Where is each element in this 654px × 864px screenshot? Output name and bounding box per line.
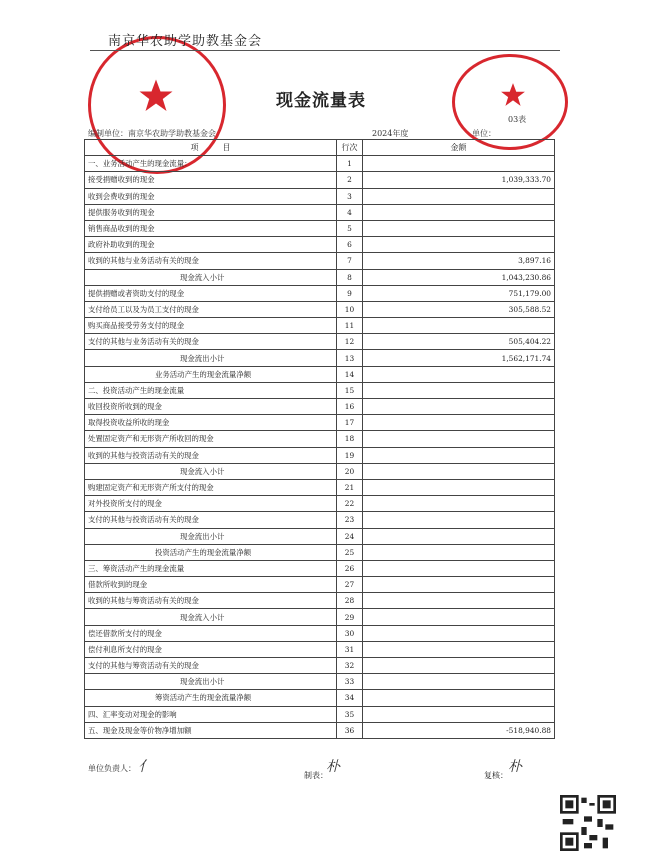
row-amount [363, 318, 555, 334]
row-amount [363, 690, 555, 706]
row-amount [363, 528, 555, 544]
row-amount [363, 431, 555, 447]
table-body [85, 156, 555, 739]
table-row [85, 318, 555, 334]
table-row [85, 188, 555, 204]
row-amount [363, 496, 555, 512]
row-item: 偿还借款所支付的现金 [85, 625, 337, 641]
row-line-no: 15 [337, 382, 363, 398]
table-row [85, 479, 555, 495]
table-row [85, 204, 555, 220]
row-item: 支付的其他与投资活动有关的现金 [85, 512, 337, 528]
column-header-amount: 金额 [363, 140, 555, 156]
table-row [85, 674, 555, 690]
row-line-no: 26 [337, 560, 363, 576]
row-line-no: 5 [337, 220, 363, 236]
row-amount [363, 560, 555, 576]
row-item: 收到的其他与业务活动有关的现金 [85, 253, 337, 269]
row-item: 收到的其他与投资活动有关的现金 [85, 447, 337, 463]
row-amount [363, 577, 555, 593]
row-item: 三、筹资活动产生的现金流量 [85, 560, 337, 576]
row-line-no: 34 [337, 690, 363, 706]
row-line-no: 35 [337, 706, 363, 722]
row-line-no: 14 [337, 366, 363, 382]
row-item: 一、业务活动产生的现金流量： [85, 156, 337, 172]
row-line-no: 18 [337, 431, 363, 447]
row-amount: 305,588.52 [363, 301, 555, 317]
row-line-no: 11 [337, 318, 363, 334]
row-item: 支付给员工以及为员工支付的现金 [85, 301, 337, 317]
row-amount: 3,897.16 [363, 253, 555, 269]
row-line-no: 36 [337, 722, 363, 738]
row-item: 提供捐赠或者资助支付的现金 [85, 285, 337, 301]
table-row [85, 560, 555, 576]
row-line-no: 27 [337, 577, 363, 593]
column-header-line-no: 行次 [337, 140, 363, 156]
row-line-no: 20 [337, 463, 363, 479]
row-amount [363, 220, 555, 236]
row-amount: 751,179.00 [363, 285, 555, 301]
row-item: 销售商品收到的现金 [85, 220, 337, 236]
table-header-row [85, 140, 555, 156]
row-item: 现金流入小计 [85, 269, 337, 285]
row-item: 购买商品接受劳务支付的现金 [85, 318, 337, 334]
row-amount [363, 544, 555, 560]
unit-label: 单位： [472, 129, 496, 138]
row-line-no: 1 [337, 156, 363, 172]
row-amount [363, 237, 555, 253]
row-line-no: 3 [337, 188, 363, 204]
table-row [85, 415, 555, 431]
table-row [85, 496, 555, 512]
row-amount: 1,043,230.86 [363, 269, 555, 285]
row-item: 收到的其他与筹资活动有关的现金 [85, 593, 337, 609]
table-row [85, 350, 555, 366]
preparer-signature: 朴 [326, 759, 340, 775]
table-row [85, 301, 555, 317]
row-line-no: 17 [337, 415, 363, 431]
row-line-no: 28 [337, 593, 363, 609]
table-row [85, 285, 555, 301]
row-amount [363, 593, 555, 609]
seal-star-icon [500, 82, 526, 108]
row-line-no: 4 [337, 204, 363, 220]
table-row [85, 609, 555, 625]
table-row [85, 544, 555, 560]
row-item: 收回投资所收到的现金 [85, 399, 337, 415]
qr-code-icon [560, 795, 616, 851]
table-row [85, 512, 555, 528]
row-amount [363, 479, 555, 495]
table-row [85, 172, 555, 188]
row-amount [363, 188, 555, 204]
row-line-no: 29 [337, 609, 363, 625]
row-line-no: 9 [337, 285, 363, 301]
row-line-no: 30 [337, 625, 363, 641]
row-item: 接受捐赠收到的现金 [85, 172, 337, 188]
row-amount [363, 512, 555, 528]
row-line-no: 21 [337, 479, 363, 495]
row-line-no: 6 [337, 237, 363, 253]
table-row [85, 447, 555, 463]
row-item: 二、投资活动产生的现金流量 [85, 382, 337, 398]
row-amount: -518,940.88 [363, 722, 555, 738]
row-line-no: 31 [337, 641, 363, 657]
row-item: 四、汇率变动对现金的影响 [85, 706, 337, 722]
row-line-no: 32 [337, 658, 363, 674]
row-amount: 1,039,333.70 [363, 172, 555, 188]
row-item: 对外投资所支付的现金 [85, 496, 337, 512]
organization-header: 南京华农助学助教基金会 [108, 34, 263, 49]
page-title: 现金流量表 [276, 91, 366, 111]
row-item: 取得投资收益所收的现金 [85, 415, 337, 431]
table-row [85, 334, 555, 350]
table-row [85, 690, 555, 706]
row-amount: 505,404.22 [363, 334, 555, 350]
reviewer-label: 复核： [484, 771, 508, 780]
seal-star-icon [138, 78, 174, 114]
row-item: 现金流入小计 [85, 463, 337, 479]
row-line-no: 8 [337, 269, 363, 285]
table-row [85, 269, 555, 285]
row-item: 政府补助收到的现金 [85, 237, 337, 253]
table-row [85, 382, 555, 398]
cash-flow-table [84, 139, 555, 739]
row-line-no: 33 [337, 674, 363, 690]
row-item: 五、现金及现金等价物净增加额 [85, 722, 337, 738]
row-amount [363, 399, 555, 415]
row-item: 借款所收到的现金 [85, 577, 337, 593]
row-line-no: 13 [337, 350, 363, 366]
row-amount [363, 382, 555, 398]
row-line-no: 22 [337, 496, 363, 512]
form-number: 03表 [508, 115, 527, 124]
row-amount: 1,562,171.74 [363, 350, 555, 366]
row-amount [363, 625, 555, 641]
row-item: 提供服务收到的现金 [85, 204, 337, 220]
row-amount [363, 447, 555, 463]
table-row [85, 722, 555, 738]
row-amount [363, 366, 555, 382]
head-signature: 亻 [138, 759, 152, 775]
row-item: 支付的其他与筹资活动有关的现金 [85, 658, 337, 674]
row-item: 筹资活动产生的现金流量净额 [85, 690, 337, 706]
row-item: 投资活动产生的现金流量净额 [85, 544, 337, 560]
table-row [85, 625, 555, 641]
row-line-no: 19 [337, 447, 363, 463]
row-line-no: 10 [337, 301, 363, 317]
table-row [85, 366, 555, 382]
preparer-label: 制表： [304, 771, 328, 780]
report-year: 2024年度 [372, 129, 409, 138]
row-line-no: 23 [337, 512, 363, 528]
table-row [85, 706, 555, 722]
row-amount [363, 463, 555, 479]
prepared-by-label: 编制单位：南京华农助学助教基金会 [88, 129, 216, 138]
row-line-no: 25 [337, 544, 363, 560]
row-line-no: 2 [337, 172, 363, 188]
row-line-no: 7 [337, 253, 363, 269]
row-item: 现金流出小计 [85, 674, 337, 690]
head-signature-label: 单位负责人： [88, 764, 136, 773]
row-item: 现金流入小计 [85, 609, 337, 625]
row-amount [363, 658, 555, 674]
table-row [85, 253, 555, 269]
row-item: 处置固定资产和无形资产所收回的现金 [85, 431, 337, 447]
row-amount [363, 674, 555, 690]
row-item: 现金流出小计 [85, 350, 337, 366]
row-item: 购建固定资产和无形资产所支付的现金 [85, 479, 337, 495]
table-row [85, 399, 555, 415]
table-row [85, 237, 555, 253]
row-item: 支付的其他与业务活动有关的现金 [85, 334, 337, 350]
table-row [85, 641, 555, 657]
row-line-no: 24 [337, 528, 363, 544]
row-amount [363, 706, 555, 722]
table-row [85, 528, 555, 544]
row-amount [363, 415, 555, 431]
row-amount [363, 641, 555, 657]
table-row [85, 220, 555, 236]
table-row [85, 577, 555, 593]
row-item: 现金流出小计 [85, 528, 337, 544]
table-row [85, 593, 555, 609]
column-header-item: 项 目 [85, 140, 337, 156]
row-line-no: 12 [337, 334, 363, 350]
table-row [85, 156, 555, 172]
reviewer-signature: 朴 [508, 759, 522, 775]
table-row [85, 431, 555, 447]
row-amount [363, 156, 555, 172]
header-divider [90, 50, 560, 51]
row-line-no: 16 [337, 399, 363, 415]
row-amount [363, 609, 555, 625]
row-item: 偿付利息所支付的现金 [85, 641, 337, 657]
row-item: 业务活动产生的现金流量净额 [85, 366, 337, 382]
table-row [85, 658, 555, 674]
table-row [85, 463, 555, 479]
row-amount [363, 204, 555, 220]
row-item: 收到会费收到的现金 [85, 188, 337, 204]
